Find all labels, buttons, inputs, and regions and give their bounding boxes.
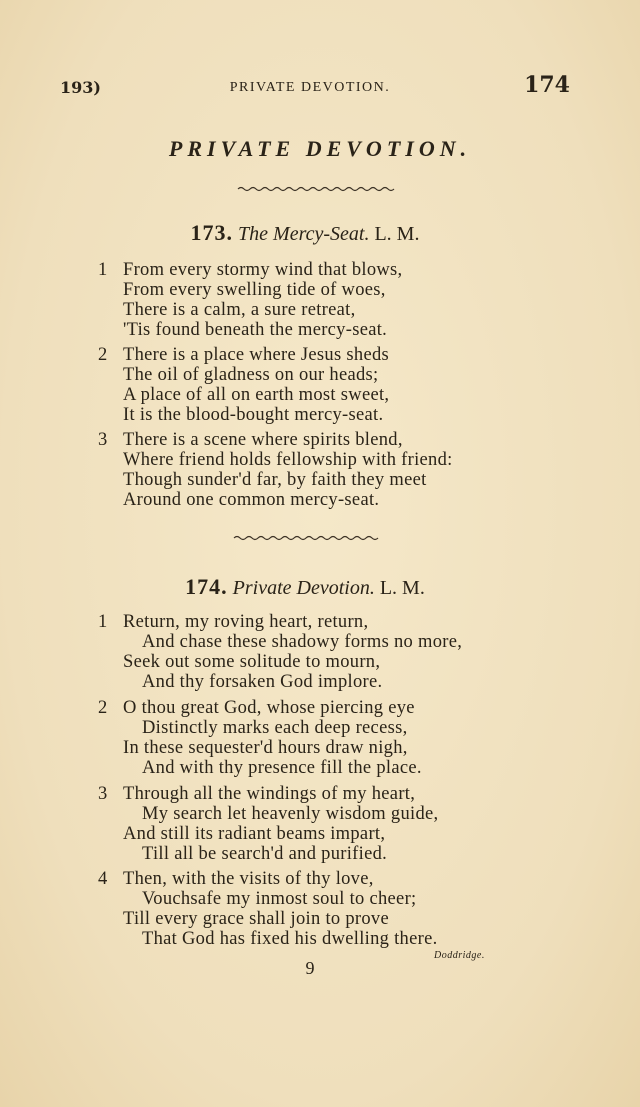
verse-number: 2 bbox=[98, 345, 108, 365]
verse-line: Where friend holds fellowship with friend: bbox=[123, 450, 453, 470]
hymn-174-verse-4 bbox=[98, 869, 538, 949]
ornamental-rule-1 bbox=[0, 184, 640, 194]
verse-line: O thou great God, whose piercing eye bbox=[123, 698, 415, 718]
running-header bbox=[60, 72, 570, 104]
verse-number: 4 bbox=[98, 869, 108, 889]
verse-line: And chase these shadowy forms no more, bbox=[142, 632, 463, 652]
verse-line: In these sequester'd hours draw nigh, bbox=[123, 738, 408, 758]
verse-line: And with thy presence fill the place. bbox=[142, 758, 422, 778]
verse-line: Seek out some solitude to mourn, bbox=[123, 652, 381, 672]
verse-line: Around one common mercy-seat. bbox=[123, 490, 380, 510]
verse-line: And thy forsaken God implore. bbox=[142, 672, 383, 692]
signature-mark: 9 bbox=[305, 958, 315, 978]
verse-number: 3 bbox=[98, 784, 108, 804]
verse-number: 2 bbox=[98, 698, 108, 718]
verse-line: From every swelling tide of woes, bbox=[123, 280, 386, 300]
verse-number: 1 bbox=[98, 612, 108, 632]
verse-line: From every stormy wind that blows, bbox=[123, 260, 403, 280]
verse-line: Return, my roving heart, return, bbox=[123, 612, 369, 632]
hymn-173-heading bbox=[0, 220, 610, 246]
hymn-174-verse-3 bbox=[98, 784, 538, 864]
verse-line: That God has fixed his dwelling there. bbox=[142, 929, 438, 949]
verse-line: There is a place where Jesus sheds bbox=[123, 345, 390, 365]
hymn-174-verse-1 bbox=[98, 612, 538, 692]
verse-line: Distinctly marks each deep recess, bbox=[142, 718, 408, 738]
verse-line: My search let heavenly wisdom guide, bbox=[142, 804, 439, 824]
section-title: PRIVATE DEVOTION. bbox=[168, 136, 472, 161]
hymn-meter: L. M. bbox=[374, 223, 420, 245]
hymn-173-verse-1 bbox=[98, 260, 538, 340]
verse-line: And still its radiant beams impart, bbox=[123, 824, 386, 844]
hymn-174-heading bbox=[0, 574, 610, 600]
verse-line: 'Tis found beneath the mercy-seat. bbox=[123, 320, 388, 340]
verse-line: A place of all on earth most sweet, bbox=[123, 385, 390, 405]
hymn-173-verse-2 bbox=[98, 345, 538, 425]
hymn-173-verse-3 bbox=[98, 430, 538, 510]
hymn-174-verse-2 bbox=[98, 698, 538, 778]
verse-line: There is a scene where spirits blend, bbox=[123, 430, 403, 450]
hymn-title: The Mercy-Seat. bbox=[238, 223, 370, 245]
header-left-number: 193) bbox=[60, 78, 101, 97]
verse-line: Vouchsafe my inmost soul to cheer; bbox=[142, 889, 417, 909]
hymn-number: 173. bbox=[190, 220, 234, 245]
verse-number: 1 bbox=[98, 260, 108, 280]
verse-line: Through all the windings of my heart, bbox=[123, 784, 416, 804]
author-attribution: Doddridge. bbox=[434, 950, 485, 961]
verse-line: It is the blood-bought mercy-seat. bbox=[123, 405, 384, 425]
page-number: 174 bbox=[524, 72, 570, 98]
hymn-title: Private Devotion. bbox=[232, 577, 375, 599]
verse-number: 3 bbox=[98, 430, 108, 450]
verse-line: Though sunder'd far, by faith they meet bbox=[123, 470, 427, 490]
verse-line: There is a calm, a sure retreat, bbox=[123, 300, 356, 320]
verse-line: Till all be search'd and purified. bbox=[142, 844, 388, 864]
header-title: PRIVATE DEVOTION. bbox=[229, 80, 391, 95]
verse-line: The oil of gladness on our heads; bbox=[123, 365, 379, 385]
hymn-meter: L. M. bbox=[379, 577, 425, 599]
verse-line: Then, with the visits of thy love, bbox=[123, 869, 374, 889]
ornamental-rule-2 bbox=[0, 533, 640, 543]
hymn-number: 174. bbox=[185, 574, 228, 599]
verse-line: Till every grace shall join to prove bbox=[123, 909, 389, 929]
